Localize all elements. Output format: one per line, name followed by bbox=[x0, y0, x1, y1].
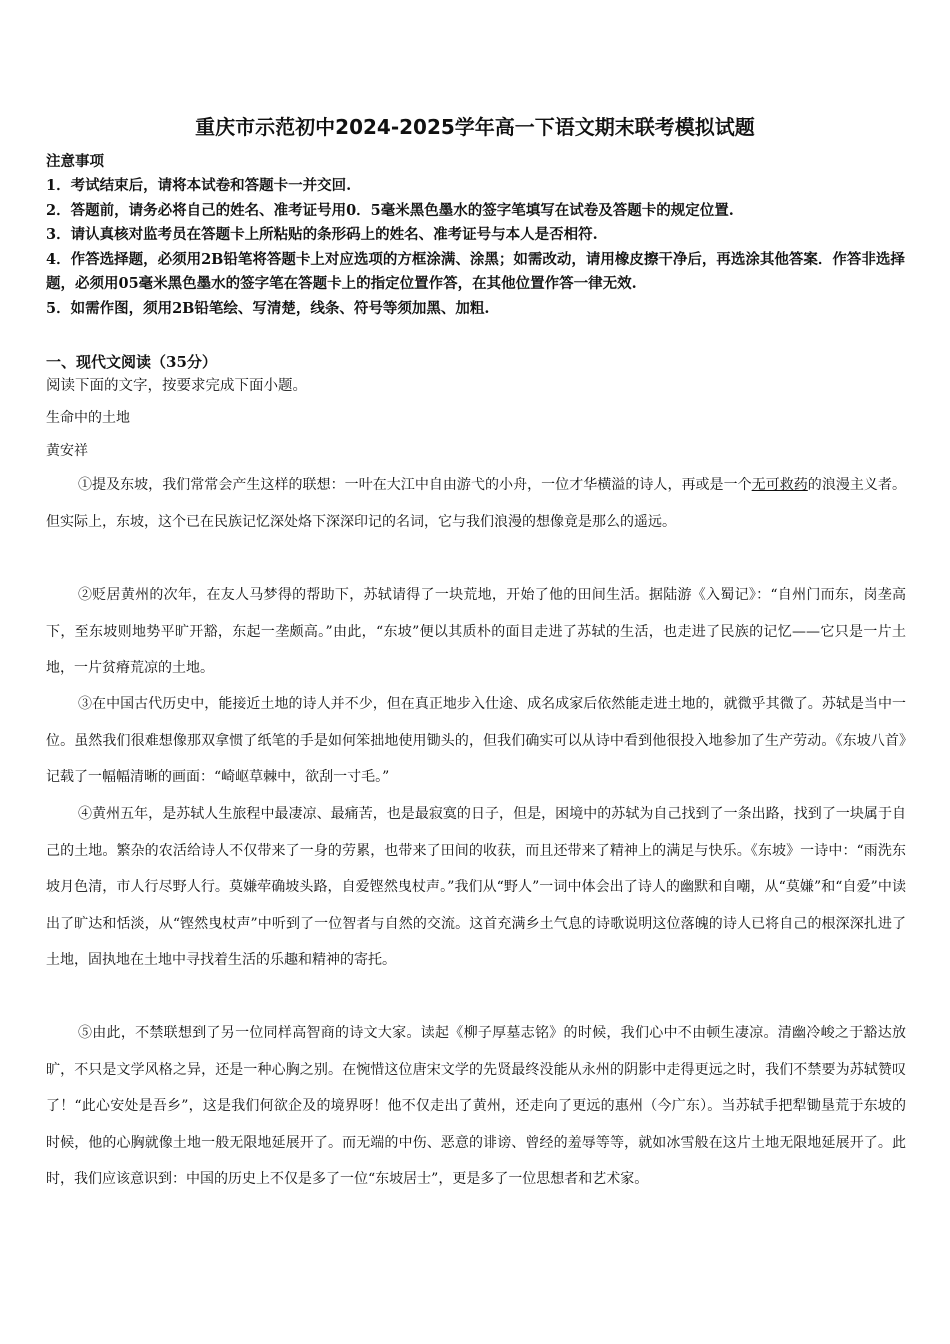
passage-author: 黄安祥 bbox=[46, 443, 88, 459]
notes-item: 4．作答选择题，必须用2B铅笔将答题卡上对应选项的方框涂满、涂黑；如需改动，请用橡皮擦干净后，再选涂其他答案．作答非选择题，必须用05毫米黑色墨水的签字笔在答题卡上的指定位置作答，在其他位置作答一律无效. bbox=[46, 250, 905, 292]
paragraph-5: ⑤由此，不禁联想到了另一位同样高智商的诗文大家。读起《柳子厚墓志铭》的时候，我们心中不由顿生凄凉。清幽冷峻之于豁达放旷，不只是文学风格之异，还是一种心胸之别。在惋惜这位唐宋文学的先贤最终没能从永州的阴影中走得更远之时，我们不禁要为苏轼赞叹了！“此心安处是吾乡”，这是我们何欲企及的境界呀！他不仅走出了黄州，还走向了更远的惠州（今广东）。当苏轼手把犁锄垦荒于东坡的时候，他的心胸就像土地一般无限地延展开了。而无端的中伤、恶意的诽谤、曾经的羞辱等等，就如冰雪般在这片土地无限地延展开了。此时，我们应该意识到：中国的历史上不仅是多了一位“东坡居士”，更是多了一位思想者和艺术家。 bbox=[46, 1025, 906, 1188]
notes-block bbox=[46, 150, 916, 321]
paragraph-2: ②贬居黄州的次年，在友人马梦得的帮助下，苏轼请得了一块荒地，开始了他的田间生活。据陆游《入蜀记》：“自州门而东，岗垄高下，至东坡则地势平旷开豁，东起一垄颇高。”由此，“东坡”便以其质朴的面目走进了苏轼的生活，也走进了民族的记忆——它只是一片土地，一片贫瘠荒凉的土地。 bbox=[46, 587, 906, 677]
notes-heading: 注意事项 bbox=[46, 153, 104, 170]
paragraph-4: ④黄州五年，是苏轼人生旅程中最凄凉、最痛苦，也是最寂寞的日子，但是，困境中的苏轼为自己找到了一条出路，找到了一块属于自己的土地。繁杂的农活给诗人不仅带来了一身的劳累，也带来了田间的收获，而且还带来了精神上的满足与快乐。《东坡》一诗中：“雨洗东坡月色清，市人行尽野人行。莫嫌荦确坡头路，自爱铿然曳杖声。”我们从“野人”一词中体会出了诗人的幽默和自嘲，从“莫嫌”和“自爱”中读出了旷达和恬淡，从“铿然曳杖声”中听到了一位智者与自然的交流。这首充满乡土气息的诗歌说明这位落魄的诗人已将自己的根深深扎进了土地，固执地在土地中寻找着生活的乐趣和精神的寄托。 bbox=[46, 806, 906, 969]
section-heading: 一、现代文阅读（35分） bbox=[46, 353, 217, 371]
notes-item: 1．考试结束后，请将本试卷和答题卡一并交回. bbox=[46, 177, 352, 194]
underlined-phrase: 无可救药 bbox=[751, 477, 808, 493]
paragraph-1-text-rest: 的浪漫主义者。但实际上，东坡，这个已在民族记忆深处烙下深深印记的名词，它与我们浪漫的想像竟是那么的遥远。 bbox=[46, 477, 907, 530]
paragraph-3: ③在中国古代历史中，能接近土地的诗人并不少，但在真正地步入仕途、成名成家后依然能走进土地的，就微乎其微了。苏轼是当中一位。虽然我们很难想像那双拿惯了纸笔的手是如何笨拙地使用锄头的，但我们确实可以从诗中看到他很投入地参加了生产劳动。《东坡八首》记载了一幅幅清晰的画面：“崎岖草棘中，欲刮一寸毛。” bbox=[46, 696, 906, 786]
notes-item: 3．请认真核对监考员在答题卡上所粘贴的条形码上的姓名、准考证号与本人是否相符. bbox=[46, 226, 598, 243]
paragraph-1 bbox=[46, 467, 906, 540]
notes-item: 5．如需作图，须用2B铅笔绘、写清楚，线条、符号等须加黑、加粗. bbox=[46, 299, 490, 317]
paragraph-1-text: ①提及东坡，我们常常会产生这样的联想：一叶在大江中自由游弋的小舟，一位才华横溢的诗人，再或是一个 bbox=[78, 477, 752, 493]
passage-title: 生命中的土地 bbox=[46, 410, 130, 426]
section-instruction: 阅读下面的文字，按要求完成下面小题。 bbox=[46, 378, 307, 394]
notes-item: 2．答题前，请务必将自己的姓名、准考证号用0．5毫米黑色墨水的签字笔填写在试卷及答题卡的规定位置. bbox=[46, 201, 734, 219]
page-title: 重庆市示范初中2024-2025学年高一下语文期末联考模拟试题 bbox=[195, 115, 755, 139]
